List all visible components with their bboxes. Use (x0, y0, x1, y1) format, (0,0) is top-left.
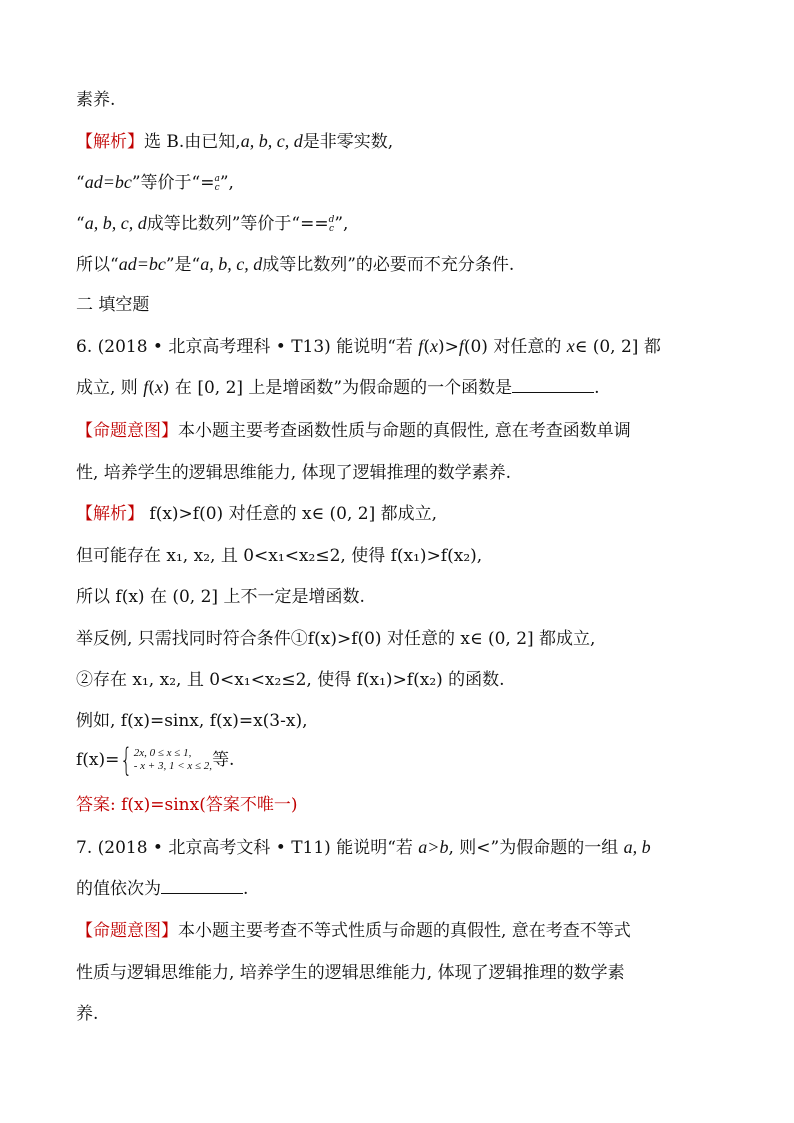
analysis-tag: 【解析】 (76, 132, 144, 152)
question-7-intent-1: 【命题意图】本小题主要考查不等式性质与命题的真假性, 意在考查不等式 (76, 921, 631, 941)
prev-continuation: 素养. (76, 90, 116, 110)
question-7-line-2: 的值依次为 . (76, 879, 249, 899)
fraction-d-over-c: d c (328, 214, 335, 234)
question-6-line-2: 成立, 则 f(x) 在 [0, 2] 上是增函数”为假命题的一个函数是 . (76, 377, 600, 398)
solution-5-line-4: 所以“ad=bc”是“a, b, c, d成等比数列”的必要而不充分条件. (76, 254, 515, 275)
solution-5-line-3: “a, b, c, d成等比数列”等价于“== d c ”, (76, 213, 349, 234)
piecewise-cases: 2x, 0 ≤ x ≤ 1, - x + 3, 1 < x ≤ 2, (133, 746, 213, 772)
section-heading-fill-in: 二 填空题 (76, 295, 150, 315)
analysis-tag: 【解析】 (76, 504, 144, 524)
answer-blank[interactable] (512, 376, 594, 393)
intent-tag: 【命题意图】 (76, 421, 178, 441)
question-6-intent-2: 性, 培养学生的逻辑思维能力, 体现了逻辑推理的数学素养. (76, 463, 512, 483)
intent-tag: 【命题意图】 (76, 921, 178, 941)
question-6-solution-4: 举反例, 只需找同时符合条件①f(x)>f(0) 对任意的 x∈ (0, 2] 都成立, (76, 629, 596, 649)
question-7-intent-3: 养. (76, 1004, 99, 1024)
question-6-answer: 答案: f(x)=sinx(答案不唯一) (76, 795, 298, 815)
solution-5-line-2: “ad=bc”等价于“= a c ”, (76, 172, 234, 193)
question-6-solution-6: 例如, f(x)=sinx, f(x)=x(3-x), (76, 711, 308, 731)
question-6-solution-5: ②存在 x₁, x₂, 且 0<x₁<x₂≤2, 使得 f(x₁)>f(x₂) 的函数. (76, 670, 505, 690)
question-6-solution-2: 但可能存在 x₁, x₂, 且 0<x₁<x₂≤2, 使得 f(x₁)>f(x₂), (76, 546, 483, 566)
question-6-solution-3: 所以 f(x) 在 (0, 2] 上不一定是增函数. (76, 587, 365, 607)
piecewise-function: f(x)= { 2x, 0 ≤ x ≤ 1, - x + 3, 1 < x ≤ 2, 等. (76, 740, 235, 779)
question-7-intent-2: 性质与逻辑思维能力, 培养学生的逻辑思维能力, 体现了逻辑推理的数学素 (76, 963, 625, 983)
solution-5-line-1: 【解析】选 B.由已知,a, b, c, d是非零实数, (76, 131, 394, 152)
answer-blank[interactable] (161, 877, 243, 894)
left-brace: { (120, 740, 133, 779)
question-6-line-1: 6. (2018 • 北京高考理科 • T13) 能说明“若 f(x)>f(0) 对任意的 x∈ (0, 2] 都 (76, 336, 661, 357)
question-7-line-1: 7. (2018 • 北京高考文科 • T11) 能说明“若 a>b, 则<”为假命题的一组 a, b (76, 837, 651, 858)
question-6-intent-1: 【命题意图】本小题主要考查函数性质与命题的真假性, 意在考查函数单调 (76, 421, 631, 441)
fraction-a-over-c: a c (214, 173, 220, 193)
question-6-solution-1: 【解析】 f(x)>f(0) 对任意的 x∈ (0, 2] 都成立, (76, 504, 438, 524)
